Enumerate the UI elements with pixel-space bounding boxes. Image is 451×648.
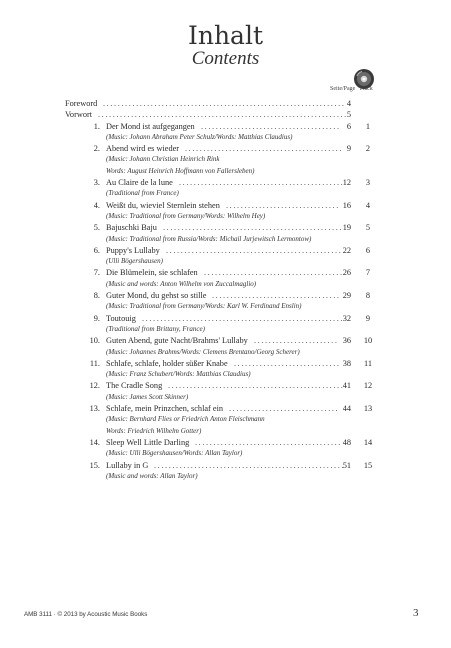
toc-entry [65,245,385,256]
toc-entry-page: 6 [346,121,351,131]
dot-leader: .................................................... [154,460,346,470]
toc-entry [65,313,385,324]
toc-entry-title: The Cradle Song [106,381,163,391]
toc-entry-credits: Words: August Heinrich Hoffmann von Fallersleben) [106,166,255,175]
toc-entry-track: 2 [365,144,371,154]
footer-page-number: 3 [413,607,419,619]
toc-entry-track: 5 [365,223,371,233]
toc-entry-title: Schlafe, mein Prinzchen, schlaf ein [106,404,224,414]
footer-publisher: AMB 3111 · © 2013 by Acoustic Music Books [24,611,148,618]
toc-entry-track: 8 [365,291,371,301]
toc-entry [65,460,385,471]
toc-entry-title: Lullaby in G [106,460,149,470]
toc-entry-page: 44 [342,404,351,414]
toc-entry-number: 10. [89,336,100,346]
toc-entry-page: 48 [342,437,351,447]
dot-leader: ...................................... [204,268,344,278]
table-of-contents [65,98,385,482]
toc-entry-page: 22 [342,245,351,255]
toc-entry-title: Die Blümelein, sie schlafen [106,268,198,278]
toc-entry-credits: (Music: Traditional from Germany/Words: Karl W. Ferdinand Enslin) [106,302,302,311]
toc-entry-track: 15 [363,460,373,470]
toc-entry-track: 4 [365,200,371,210]
toc-entry-credits: (Music and words: Anton Wilhelm von Zuccalmaglio) [106,279,257,288]
toc-entry-page: 9 [346,144,351,154]
toc-entry-track: 13 [363,404,373,414]
toc-entry-title: Au Claire de la lune [106,178,173,188]
toc-entry-credits: (Music and words: Allan Taylor) [106,471,198,480]
toc-entry [65,335,385,346]
toc-entry-title: Vorwort [65,110,93,120]
toc-entry-credits: (Music: Ulli Bögershausen/Words: Allan Taylor) [106,449,243,458]
toc-entry-number: 4. [93,200,100,210]
toc-entry-title: Guter Mond, du gehst so stille [106,291,207,301]
toc-entry-page: 29 [342,291,351,301]
toc-entry [65,403,385,414]
dot-leader: ....................... [254,336,339,346]
dot-leader: ............................. [234,358,341,368]
dot-leader: ...................................... [201,121,341,131]
dot-leader: ................................... [212,291,341,301]
toc-entry-credits: (Music: Franz Schubert/Words: Matthias Claudius) [106,370,251,379]
toc-entry-number: 9. [93,313,100,323]
toc-entry-number: 8. [93,291,100,301]
toc-entry-page: 36 [342,336,351,346]
toc-entry-page: 16 [342,200,351,210]
toc-entry-page: 26 [342,268,351,278]
toc-entry-page: 5 [346,110,351,120]
toc-entry-track: 6 [365,245,371,255]
toc-entry [65,177,385,188]
toc-entry [65,200,385,211]
toc-entry-track: 11 [364,358,372,368]
toc-entry-title: Schlafe, schlafe, holder süßer Knabe [106,358,228,368]
toc-entry [65,437,385,448]
dot-leader: ....................................................... [142,313,345,323]
toc-entry-title: Guten Abend, gute Nacht/Brahms' Lullaby [106,336,248,346]
toc-entry-credits: (Music: Traditional from Russia/Words: Michail Jurjewitsch Lermontow) [106,234,312,243]
toc-entry-credits: (Traditional from Brittany, France) [106,324,205,333]
toc-entry-number: 11. [89,358,100,368]
toc-entry [65,222,385,233]
toc-entry-number: 5. [93,223,100,233]
dot-leader: ............................................. [179,178,345,188]
page-subtitle: Contents [191,48,260,69]
toc-entry-page: 19 [342,223,351,233]
toc-entry-title: Abend wird es wieder [106,144,180,154]
toc-entry [65,380,385,391]
toc-entry-number: 3. [93,178,100,188]
toc-entry-track: 1 [365,121,371,131]
toc-entry [65,109,385,120]
toc-entry-page: 38 [342,358,351,368]
column-header-track: Track [359,86,373,92]
toc-entry-title: Toutouig [106,313,136,323]
toc-entry-number: 15. [89,460,100,470]
toc-entry [65,98,385,109]
toc-entry-number: 14. [89,437,100,447]
dot-leader: ................................................ [168,381,345,391]
toc-entry-title: Sleep Well Little Darling [106,437,190,447]
page-title: Inhalt [187,21,264,50]
dot-leader: .................................................................... [98,110,348,120]
toc-entry [65,143,385,154]
dot-leader: .............................. [229,404,340,414]
toc-entry [65,121,385,132]
toc-entry-title: Weißt du, wieviel Sternlein stehen [106,200,220,210]
toc-entry-page: 4 [346,99,351,108]
toc-entry-credits: (Music: Johannes Brahms/Words: Clemens Brentano/Georg Scherer) [106,347,300,356]
toc-entry-number: 6. [93,245,100,255]
toc-entry-page: 41 [342,381,351,391]
toc-entry-title: Bajuschki Baju [106,223,157,233]
dot-leader: .................................................................. [103,99,346,108]
toc-entry-track: 3 [365,178,371,188]
toc-entry-credits: (Music: Johann Abraham Peter Schulz/Words: Matthias Claudius) [106,132,293,141]
dot-leader: ............................... [226,200,340,210]
toc-entry-number: 7. [93,268,100,278]
toc-entry [65,267,385,278]
toc-entry-title: Der Mond ist aufgegangen [106,121,195,131]
toc-entry-track: 14 [363,437,373,447]
toc-entry-credits: (Music: James Scott Skinner) [106,392,189,401]
toc-entry-number: 12. [89,381,100,391]
column-header-page: Seite/Page [330,86,356,92]
toc-entry-credits: Words: Friedrich Wilhelm Gotter) [106,426,202,435]
toc-entry-credits: (Ulli Bögershausen) [106,257,163,266]
dot-leader: ........................................... [185,144,343,154]
toc-entry-number: 1. [93,121,100,131]
toc-entry-track: 12 [363,381,373,391]
toc-entry-title: Puppy's Lullaby [106,245,160,255]
toc-entry-page: 12 [342,178,351,188]
toc-entry-credits: (Music: Traditional from Germany/Words: Wilhelm Hey) [106,211,266,220]
dot-leader: ................................................. [163,223,344,233]
toc-entry-credits: (Traditional from France) [106,189,179,198]
toc-entry-track: 9 [365,313,371,323]
toc-entry-number: 13. [89,404,100,414]
toc-entry [65,290,385,301]
toc-entry-page: 32 [342,313,351,323]
toc-entry-track: 10 [363,336,373,346]
toc-entry-credits: (Music: Johann Christian Heinrich Rink [106,155,220,164]
dot-leader: ........................................ [195,437,342,447]
toc-entry [65,358,385,369]
toc-entry-track: 7 [365,268,371,278]
toc-entry-credits: (Music: Bernhard Flies or Friedrich Anton Fleischmann [106,415,265,424]
dot-leader: ................................................ [166,245,343,255]
toc-entry-page: 51 [342,460,351,470]
toc-entry-number: 2. [93,144,100,154]
toc-entry-title: Foreword [65,99,98,108]
